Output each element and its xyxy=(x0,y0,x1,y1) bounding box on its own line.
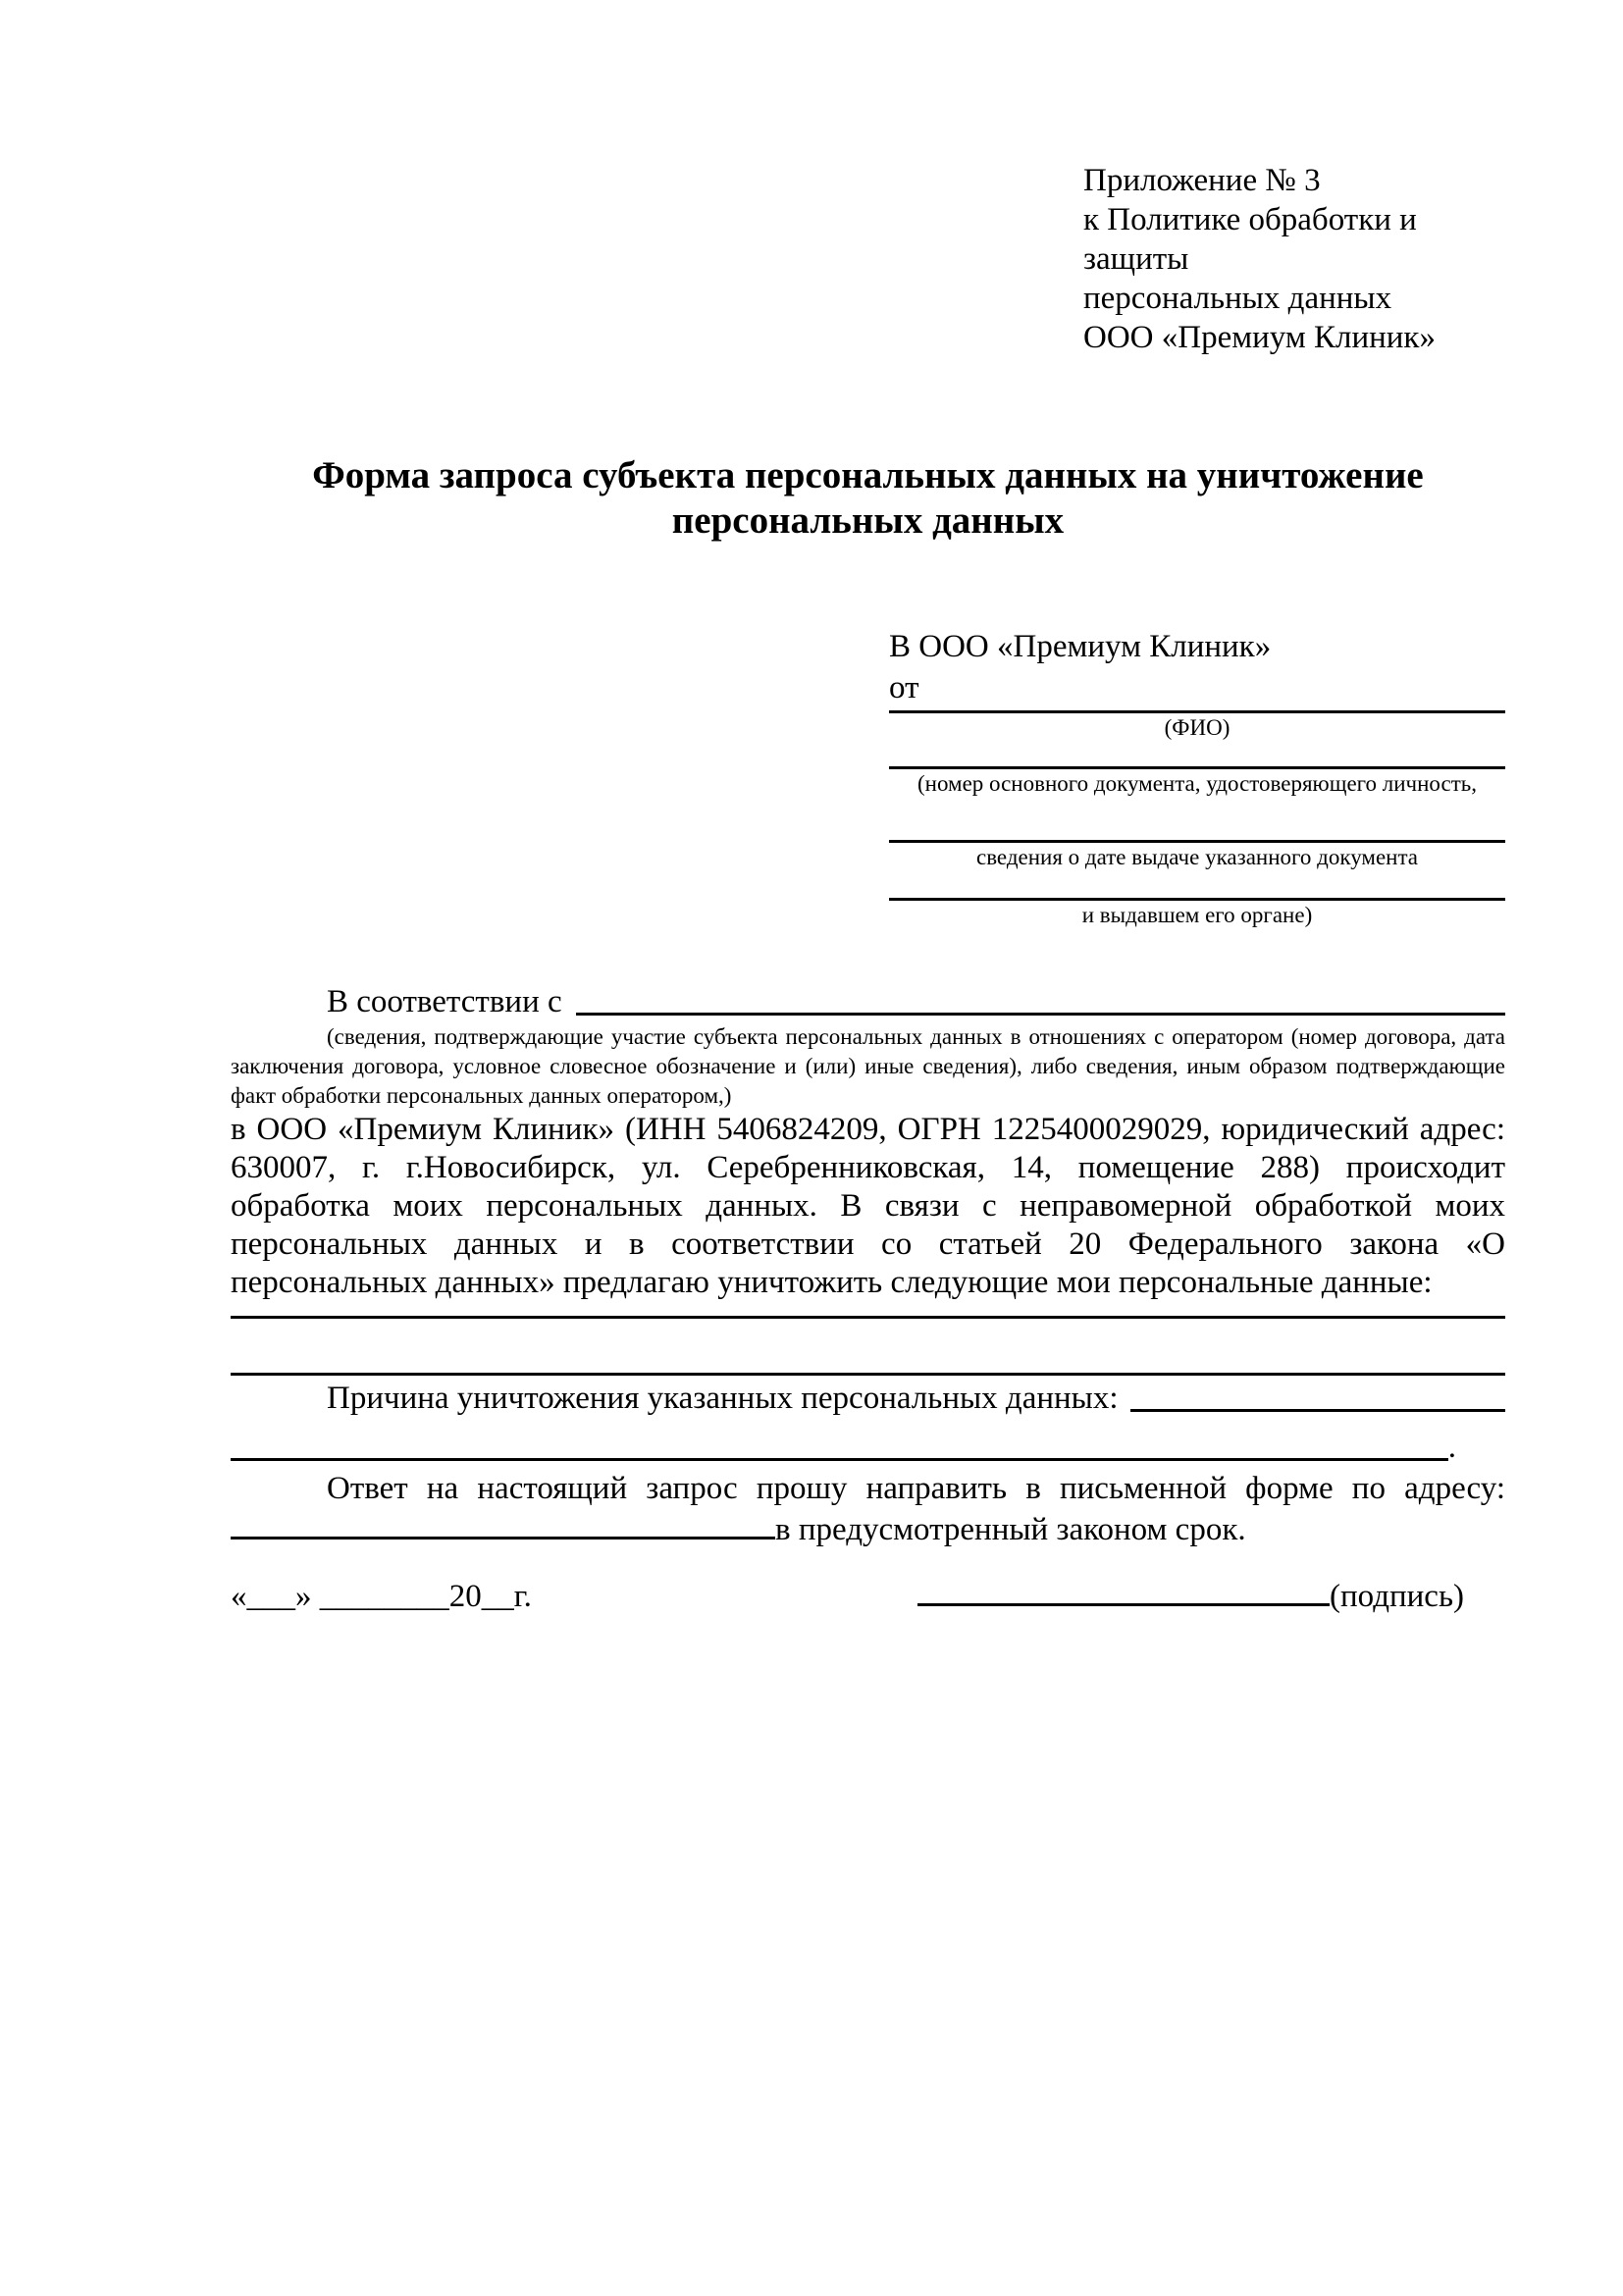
issuing-authority-input-line[interactable] xyxy=(889,872,1505,901)
response-tail: в предусмотренный законом срок. xyxy=(775,1512,1246,1547)
document-number-input-line[interactable] xyxy=(889,743,1505,769)
footer-row xyxy=(231,1576,1505,1617)
document-number-caption: (номер основного документа, удостоверяющего личность, xyxy=(916,771,1477,796)
response-address-row xyxy=(231,1509,1505,1550)
signature-group xyxy=(917,1576,1464,1617)
addressee-organization: В ООО «Премиум Клиник» xyxy=(889,629,1272,664)
accordance-label: В соответствии с xyxy=(327,984,562,1019)
from-label: от xyxy=(889,670,919,705)
date-field[interactable]: «___» ________20__г. xyxy=(231,1579,532,1614)
reason-label: Причина уничтожения указанных персональных данных: xyxy=(327,1381,1119,1416)
fio-caption: (ФИО) xyxy=(1164,715,1230,740)
personal-data-input-line-1[interactable] xyxy=(231,1316,1505,1319)
address-input-line[interactable] xyxy=(231,1537,775,1539)
page-title: Форма запроса субъекта персональных данных на уничтожение персональных данных xyxy=(312,454,1424,542)
appendix-line: к Политике обработки и защиты xyxy=(1083,202,1417,277)
appendix-header xyxy=(1083,161,1505,357)
accordance-input-line[interactable] xyxy=(576,1013,1505,1016)
reason-input-line-2[interactable] xyxy=(231,1458,1448,1461)
signature-caption: (подпись) xyxy=(1330,1579,1464,1614)
period-mark: . xyxy=(1447,1430,1456,1465)
issuing-authority-caption: и выдавшем его органе) xyxy=(1081,903,1313,927)
reason-input-line[interactable] xyxy=(1130,1409,1505,1412)
issue-date-input-line[interactable] xyxy=(889,799,1505,843)
appendix-line: Приложение № 3 xyxy=(1083,163,1321,198)
accordance-note: (сведения, подтверждающие участие субъекта персональных данных в отношениях с оператором (номер договора, дата заключения договора, условное словесное обозначение и (или) иные сведения), либо сведения, иным образом подтверждающие факт обработки персональных данных оператором,) xyxy=(231,1024,1505,1108)
reason-continuation-row xyxy=(231,1427,1505,1468)
issue-date-caption: сведения о дате выдаче указанного документа xyxy=(975,845,1419,869)
reason-row xyxy=(231,1378,1505,1419)
signature-input-line[interactable] xyxy=(917,1603,1330,1606)
response-paragraph: Ответ на настоящий запрос прошу направить в письменной форме по адресу: xyxy=(327,1471,1505,1506)
personal-data-input-line-2[interactable] xyxy=(231,1373,1505,1376)
accordance-row xyxy=(231,981,1505,1022)
appendix-line: ООО «Премиум Клиник» xyxy=(1083,320,1436,355)
main-paragraph: в ООО «Премиум Клиник» (ИНН 5406824209, ОГРН 1225400029029, юридический адрес: 630007, г. г.Новосибирск, ул. Серебренниковская, 14, помещение 288) происходит обработка моих персональных данных. В связи с неправомерной обработкой моих персональных данных и в соответствии со статьей 20 Федерального закона «О персональных данных» предлагаю уничтожить следующие мои персональные данные: xyxy=(231,1112,1505,1300)
appendix-line: персональных данных xyxy=(1083,281,1392,316)
addressee-block xyxy=(889,626,1505,930)
